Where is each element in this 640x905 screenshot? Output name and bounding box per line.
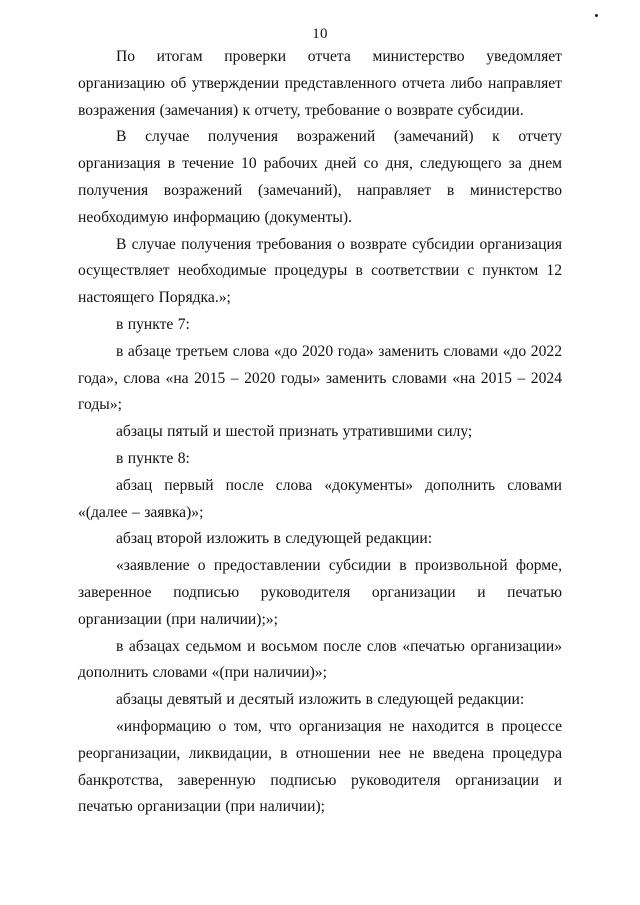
paragraph: в пункте 8: (116, 449, 190, 467)
paragraph: абзацы пятый и шестой признать утратившими силу; (116, 423, 473, 441)
document-body (78, 44, 562, 821)
paragraph: абзацы девятый и десятый изложить в следующей редакции: (116, 691, 525, 709)
page-number: 10 (312, 26, 328, 42)
paragraph: абзац второй изложить в следующей редакции: (116, 530, 433, 548)
scan-speck (595, 14, 598, 17)
paragraph: По итогам проверки отчета министерство уведомляет организацию об утверждении представленного отчета либо направляет возражения (замечания) к отчету, требование о возврате субсидии. (78, 48, 562, 119)
paragraph: в абзаце третьем слова «до 2020 года» заменить словами «до 2022 года», слова «на 2015 – 2020 годы» заменить словами «на 2015 – 2024 годы»; (78, 342, 562, 414)
paragraph: «заявление о предоставлении субсидии в произвольной форме, заверенное подписью руководителя организации и печатью организации (при наличии);»; (78, 557, 562, 628)
paragraph: В случае получения требования о возврате субсидии организация осуществляет необходимые процедуры в соответствии с пунктом 12 настоящего Порядка.»; (78, 235, 562, 307)
paragraph: в абзацах седьмом и восьмом после слов «печатью организации» дополнить словами «(при наличии)»; (78, 637, 562, 682)
paragraph: «информацию о том, что организация не находится в процессе реорганизации, ликвидации, в отношении нее не введена процедура банкротства, заверенную подписью руководителя организации и печатью организации (при наличии); (78, 717, 562, 816)
paragraph: В случае получения возражений (замечаний) к отчету организация в течение 10 рабочих дней со дня, следующего за днем получения возражений (замечаний), направляет в министерство необходимую информацию (документы). (78, 128, 562, 226)
paragraph: в пункте 7: (116, 315, 190, 333)
paragraph: абзац первый после слова «документы» дополнить словами «(далее – заявка)»; (78, 476, 562, 521)
